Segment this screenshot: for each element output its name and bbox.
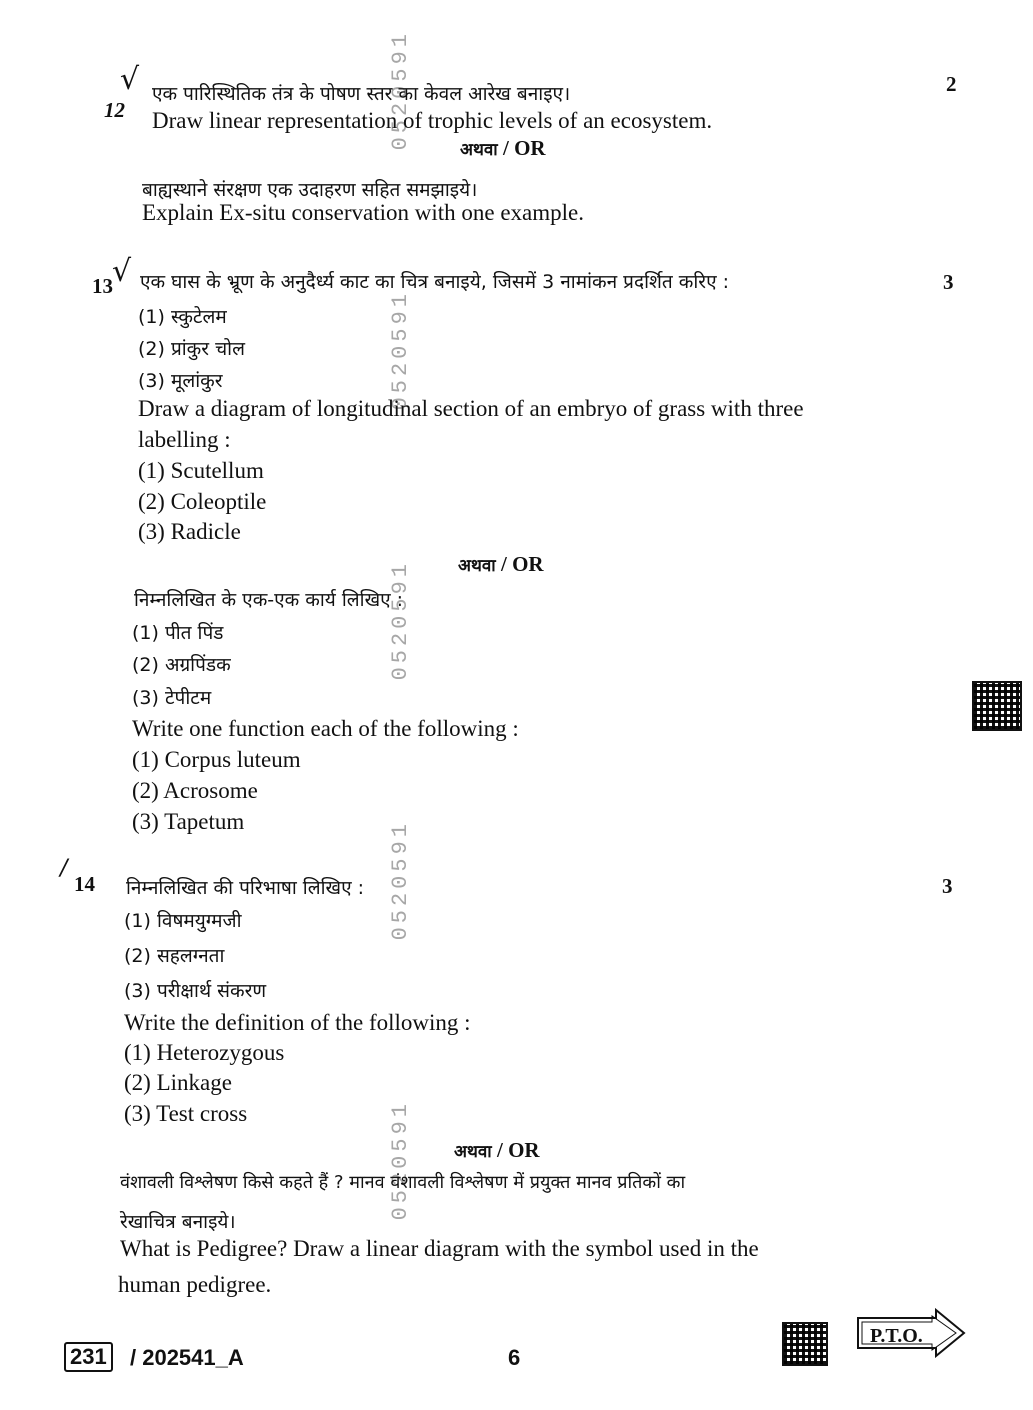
pto-label: P.T.O. (870, 1325, 923, 1347)
list-item: (2) Coleoptile (138, 489, 267, 514)
qr-code (972, 681, 1022, 731)
page-number: 6 (508, 1345, 521, 1370)
or-separator: अथवा / OR (458, 552, 544, 576)
footer-qr-code (782, 1322, 828, 1366)
list-item: (1) Heterozygous (124, 1040, 285, 1065)
marks: 3 (942, 874, 953, 898)
list-item: (3) Test cross (124, 1101, 248, 1126)
list-item: (2) प्रांकुर चोल (138, 338, 245, 360)
alternative-text-english: Write one function each of the following : (132, 716, 519, 741)
alternative-text-hindi: वंशावली विश्लेषण किसे कहते हैं ? मानव वंशावली विश्लेषण में प्रयुक्त मानव प्रतिकों का (120, 1172, 686, 1193)
list-item: (1) Scutellum (138, 458, 264, 483)
question-text-hindi: एक घास के भ्रूण के अनुदैर्ध्य काट का चित्र बनाइये, जिसमें 3 नामांकन प्रदर्शित करिए : (140, 271, 730, 293)
paper-code: / 202541_A (130, 1345, 244, 1370)
marks: 3 (943, 270, 954, 294)
check-mark-icon: √ (112, 254, 132, 289)
list-item: (1) स्कुटेलम (138, 306, 227, 328)
alternative-text-english: Explain Ex-situ conservation with one example. (142, 200, 584, 225)
or-separator: अथवा / OR (460, 136, 546, 160)
list-item: (1) विषमयुग्मजी (124, 910, 242, 932)
alternative-text-english-cont: human pedigree. (118, 1272, 272, 1297)
check-mark-icon: √ (120, 62, 140, 97)
list-item: (1) Corpus luteum (132, 747, 301, 772)
list-item: (3) Radicle (138, 519, 241, 544)
list-item: (3) परीक्षार्थ संकरण (124, 980, 267, 1002)
question-number: 13 (92, 274, 113, 298)
list-item: (2) Acrosome (132, 778, 258, 803)
watermark-5: 0520591 (388, 1100, 413, 1221)
question-text-english-cont: labelling : (138, 427, 231, 452)
alternative-text-hindi: बाह्यस्थाने संरक्षण एक उदाहरण सहित समझाइये। (142, 179, 478, 201)
list-item: (2) सहलग्नता (124, 945, 225, 967)
list-item: (3) Tapetum (132, 809, 245, 834)
watermark-4: 0520591 (388, 820, 413, 941)
list-item: (2) Linkage (124, 1070, 232, 1095)
question-text-english: Draw linear representation of trophic levels of an ecosystem. (152, 108, 713, 133)
question-number: 12 (104, 98, 125, 122)
list-item: (1) पीत पिंड (132, 622, 224, 644)
question-text-hindi: एक पारिस्थितिक तंत्र के पोषण स्तर का केवल आरेख बनाइए। (152, 83, 571, 105)
marks: 2 (946, 72, 957, 96)
question-text-hindi: निम्नलिखित की परिभाषा लिखिए : (126, 877, 365, 899)
question-text-english: Draw a diagram of longitudinal section of an embryo of grass with three (138, 396, 804, 421)
watermark-3: 0520591 (388, 560, 413, 681)
list-item: (3) मूलांकुर (138, 370, 223, 392)
check-mark-icon: / (60, 856, 68, 881)
alternative-text-hindi-cont: रेखाचित्र बनाइये। (120, 1211, 236, 1233)
list-item: (2) अग्रपिंडक (132, 654, 231, 676)
question-number: 14 (74, 872, 95, 896)
alternative-text-english: What is Pedigree? Draw a linear diagram with the symbol used in the (120, 1236, 759, 1261)
alternative-text-hindi: निम्नलिखित के एक-एक कार्य लिखिए : (134, 589, 404, 611)
watermark-2: 0520591 (388, 290, 413, 411)
watermark-1: 0520591 (388, 30, 413, 151)
question-text-english: Write the definition of the following : (124, 1010, 471, 1035)
list-item: (3) टेपीटम (132, 687, 212, 709)
or-separator: अथवा / OR (454, 1138, 540, 1162)
subject-code-box: 231 (64, 1342, 113, 1372)
